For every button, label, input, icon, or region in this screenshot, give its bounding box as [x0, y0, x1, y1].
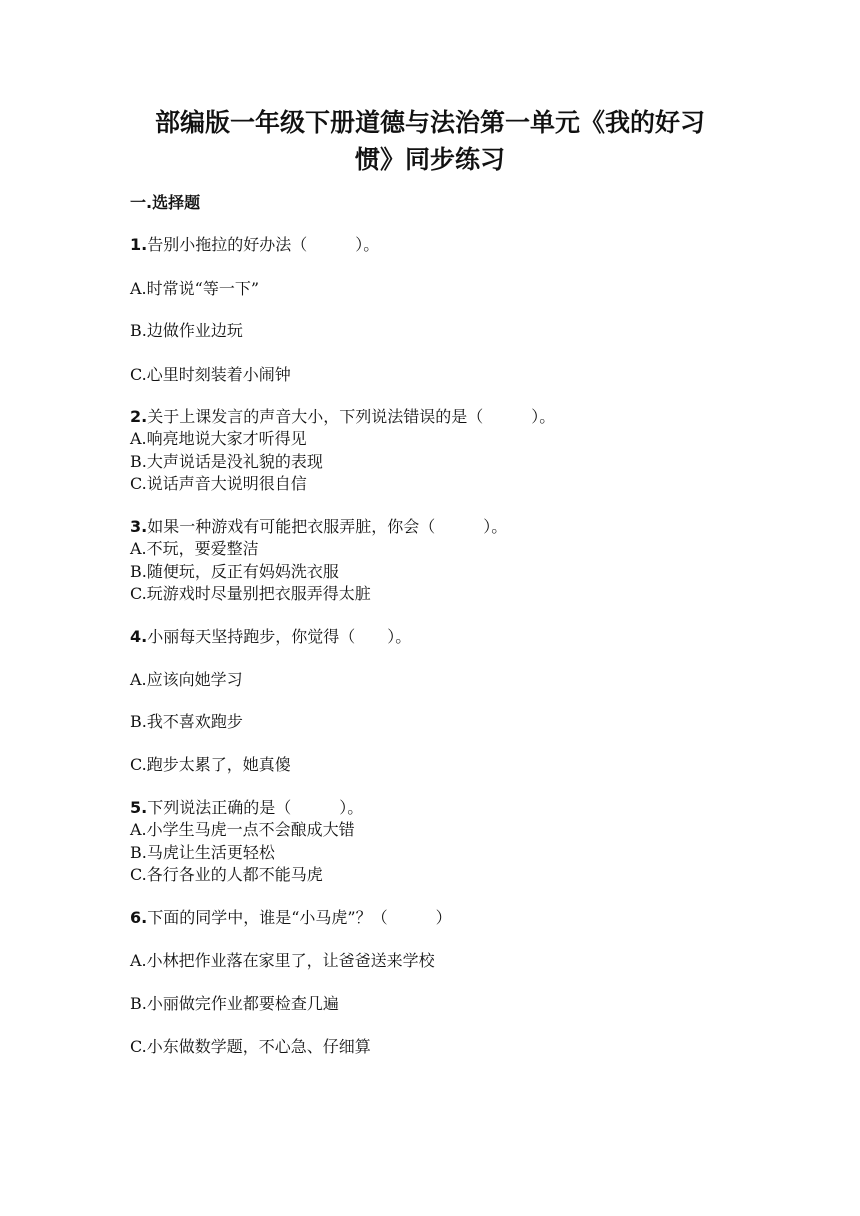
question-stem: 关于上课发言的声音大小，下列说法错误的是（ ）。	[147, 407, 556, 426]
question-6-option-b: B.小丽做完作业都要检查几遍	[130, 994, 339, 1013]
question-5-option-b: B.马虎让生活更轻松	[130, 843, 275, 862]
section-heading: 一.选择题	[130, 193, 201, 212]
question-5-option-a: A.小学生马虎一点不会酿成大错	[130, 820, 355, 839]
question-number: 6.	[130, 908, 148, 927]
question-1-option-a: A.时常说“等一下”	[130, 279, 260, 298]
question-6-option-c: C.小东做数学题，不心急、仔细算	[130, 1037, 371, 1056]
question-stem: 如果一种游戏有可能把衣服弄脏，你会（ ）。	[147, 517, 508, 536]
question-2-option-a: A.响亮地说大家才听得见	[130, 429, 307, 448]
title-line-2: 惯》同步练习	[354, 145, 505, 174]
question-1-option-b: B.边做作业边玩	[130, 321, 243, 340]
question-3-option-c: C.玩游戏时尽量别把衣服弄得太脏	[130, 584, 371, 603]
question-3	[130, 516, 507, 538]
question-stem: 告别小拖拉的好办法（ ）。	[147, 235, 380, 254]
page-title	[130, 104, 730, 178]
question-stem: 小丽每天坚持跑步，你觉得（ ）。	[147, 627, 412, 646]
question-4	[130, 626, 411, 648]
question-1	[130, 234, 379, 256]
question-number: 1.	[130, 235, 148, 254]
question-stem: 下列说法正确的是（ ）。	[147, 798, 364, 817]
title-line-1: 部编版一年级下册道德与法治第一单元《我的好习	[154, 108, 705, 137]
question-stem: 下面的同学中，谁是“小马虎”？（ ）	[147, 908, 452, 927]
question-2-option-c: C.说话声音大说明很自信	[130, 474, 307, 493]
question-2-option-b: B.大声说话是没礼貌的表现	[130, 452, 323, 471]
question-3-option-a: A.不玩，要爱整洁	[130, 539, 259, 558]
question-4-option-a: A.应该向她学习	[130, 670, 243, 689]
question-3-option-b: B.随便玩，反正有妈妈洗衣服	[130, 562, 339, 581]
question-1-option-c: C.心里时刻装着小闹钟	[130, 365, 291, 384]
question-6	[130, 907, 452, 929]
question-6-option-a: A.小林把作业落在家里了，让爸爸送来学校	[130, 951, 435, 970]
question-4-option-b: B.我不喜欢跑步	[130, 712, 243, 731]
question-number: 2.	[130, 407, 148, 426]
question-number: 4.	[130, 627, 148, 646]
question-number: 3.	[130, 517, 148, 536]
question-2	[130, 406, 555, 428]
question-5	[130, 797, 363, 819]
question-number: 5.	[130, 798, 148, 817]
question-4-option-c: C.跑步太累了，她真傻	[130, 755, 291, 774]
question-5-option-c: C.各行各业的人都不能马虎	[130, 865, 323, 884]
